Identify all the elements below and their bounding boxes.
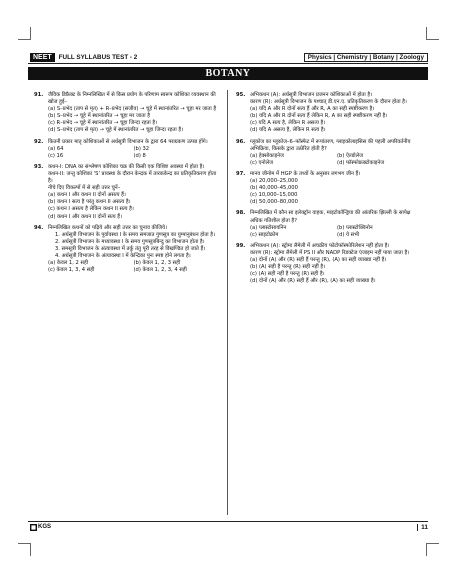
question-body bbox=[250, 171, 424, 206]
answer-option: (b) 40,000–45,000 bbox=[250, 185, 298, 192]
question-body bbox=[250, 210, 424, 238]
answer-option: (a) हेक्सोकाइनेज bbox=[250, 152, 284, 159]
page-number: 11 bbox=[417, 524, 428, 531]
question-text: ग्लूकोज का ग्लूकोज–6–फॉस्फेट में रूपांतरण, ग्लाइकोलाइसिस की पहली अपरिवर्तनीय अभिक्रिया, किसके द्वारा उत्प्रेरित होती है? bbox=[250, 138, 411, 152]
question-instruction: नीचे दिए विकल्पों में से सही उत्तर चुनें– bbox=[48, 185, 121, 192]
question-body bbox=[48, 92, 219, 135]
question-block bbox=[236, 139, 424, 167]
question-text: अभिकथन (A): अर्धसूत्री विभाजन प्रजनन कोशिकाओं में होता है। bbox=[250, 92, 373, 98]
answer-option: (d) कथन I और कथन II दोनों सत्य हैं। bbox=[48, 213, 122, 220]
question-text: निम्नलिखित कथनों को पढ़िये और सही उत्तर का चुनाव कीजिये। bbox=[48, 224, 167, 231]
answer-option: (a) S–प्रभेद (ताप से मृत) + R–प्रभेद (सजीव) → चूहे में स्थानांतरित → चूहा मर जाता है bbox=[48, 106, 217, 113]
question-text: अभिकथन (A): स्ट्रोमा लैमेली में अचक्रीय फोटोफॉस्फोरिलेशन नहीं होता है। bbox=[250, 242, 390, 249]
question-number: 91. bbox=[34, 92, 44, 98]
question-block bbox=[236, 92, 424, 135]
question-body bbox=[250, 92, 424, 135]
answer-option: (c) 10,000–15,000 bbox=[250, 192, 298, 199]
question-statement: कथन-II: जन्तु कोशिका 'S' प्रावस्था के दौरान केन्द्रक में तारककेन्द्र का प्रतिकृतिकरण होता है। bbox=[48, 170, 217, 185]
question-text: कितनी प्रकार मातृ कोशिकाओं से अर्धसूत्री विभाजन के द्वारा 64 पराग्रकण उत्पन्न होंगे। bbox=[48, 138, 208, 145]
answer-option: (b) कथन I सत्य है परंतु कथन II असत्य है। bbox=[48, 199, 131, 206]
answer-option: (d) S–प्रभेद (ताप से मृत) → चूहे में स्थानांतरित → चूहा जिन्दा रहता है। bbox=[48, 127, 184, 134]
question-number: 95. bbox=[236, 92, 246, 98]
answer-option: (c) R–प्रभेद → चूहे में स्थानांतरित → चूहा जिन्दा रहता है। bbox=[48, 120, 158, 127]
question-number: 92. bbox=[34, 138, 44, 145]
question-block bbox=[34, 92, 219, 135]
answer-option: (b) (A) सही है परन्तु (R) सही नहीं है। bbox=[250, 264, 326, 271]
question-body bbox=[250, 139, 424, 167]
question-statement: कारण (R): स्ट्रोमा लैमेली में PS II और NADP रिडक्टेज एंजाइम नहीं पाया जाता है। bbox=[250, 249, 410, 256]
statement-item: 3. समसूत्री विभाजन के अंत्यावस्था में तर्कु तंतु पूरी तरह से विखण्डित हो जाते हैं। bbox=[55, 245, 206, 252]
answer-option: (c) (A) सही नहीं है परन्तु (R) सही है। bbox=[250, 271, 325, 278]
question-number: 96. bbox=[236, 138, 246, 145]
answer-option: (d) फॉस्फोफ्रक्टोकाइनेज bbox=[337, 159, 385, 166]
answer-option: (b) ऐल्डोलेज bbox=[337, 152, 363, 159]
question-body bbox=[48, 225, 219, 275]
question-block bbox=[34, 164, 219, 221]
answer-option: (d) दोनों (A) और (R) सही हैं और (R), (A) का सही व्याख्या है। bbox=[250, 278, 376, 285]
answer-option: (a) केवल 1, 2 सही bbox=[48, 260, 89, 267]
answer-option: (b) यदि A और R दोनों सत्य हैं लेकिन R, A का सही स्पष्टीकरण नहीं है। bbox=[250, 113, 388, 120]
answer-option: (a) 20,000–25,000 bbox=[250, 178, 298, 185]
question-number: 94. bbox=[34, 224, 44, 231]
answer-option: (a) दोनों (A) और (R) सही हैं परन्तु (R), (A) का सही व्याख्या नहीं है। bbox=[250, 256, 387, 263]
statement-item: 4. अर्धसूत्री विभाजन के अंत्यावस्था I में केन्द्रिका पुनः स्पष्ट होने लगता है। bbox=[55, 252, 191, 259]
answer-option-row bbox=[48, 146, 219, 153]
document-page bbox=[28, 38, 428, 548]
answer-option-row bbox=[250, 153, 424, 160]
answer-option: (b) S–प्रभेद → चूहे में स्थानांतरित → चूहा मर जाता है bbox=[48, 113, 150, 120]
question-statement: कारण (R): अर्धसूत्री विभाजन के पश्चात् डी.एन.ए. प्रतिकृतिकरण के दौरान होता है। bbox=[250, 99, 407, 106]
answer-option-row bbox=[48, 153, 219, 160]
answer-option-row bbox=[250, 225, 424, 232]
answer-option: (b) केवल 1, 2, 3 सही bbox=[133, 260, 181, 267]
answer-option: (c) एनोलेज bbox=[250, 159, 274, 166]
question-body bbox=[250, 243, 424, 286]
answer-option: (c) साइटोक्रोम bbox=[250, 231, 279, 238]
question-block bbox=[236, 171, 424, 206]
answer-option: (d) यदि A असत्य है, लेकिन R सत्य है। bbox=[250, 127, 326, 134]
question-number: 98. bbox=[236, 210, 246, 217]
answer-option: (b) 32 bbox=[133, 145, 150, 152]
statement-item: 1. अर्धसूत्री विभाजन के पूर्वावस्था I के समय समजात गुणसूत्र का युग्मानुबंधन होता है। bbox=[55, 231, 216, 238]
question-block bbox=[34, 225, 219, 275]
answer-option: (a) यदि A और R दोनों सत्य हैं और R, A का सही स्पष्टीकरण है। bbox=[250, 106, 375, 113]
question-body bbox=[48, 139, 219, 160]
answer-option: (d) 50,000–80,000 bbox=[250, 199, 298, 206]
column-divider bbox=[227, 90, 228, 515]
question-number: 99. bbox=[236, 242, 246, 249]
answer-option: (c) यदि A सत्य है, लेकिन R असत्य है। bbox=[250, 120, 326, 127]
question-number: 97. bbox=[236, 170, 246, 177]
answer-option: (a) प्लास्टोसायनिन bbox=[250, 224, 287, 231]
page-header bbox=[28, 51, 428, 64]
answer-option-row bbox=[250, 232, 424, 239]
answer-option: (c) केवल 1, 3, 4 सही bbox=[48, 267, 95, 274]
question-text: कथन-I: DNA का संश्लेषण कोशिका चक्र की किसी एक विशिष्ट अवस्था में होता है। bbox=[48, 163, 205, 170]
answer-option: (c) 16 bbox=[48, 152, 64, 159]
exam-badge: NEET bbox=[30, 53, 55, 62]
question-number: 93. bbox=[34, 163, 44, 170]
answer-option: (d) केवल 1, 2, 3, 4 सही bbox=[133, 267, 187, 274]
right-column bbox=[236, 92, 424, 289]
test-name: FULL SYLLABUS TEST - 2 bbox=[58, 53, 138, 61]
logo-text: KGS bbox=[38, 524, 52, 530]
answer-option-row bbox=[250, 160, 424, 167]
subject-list: Physics | Chemistry | Botany | Zoology bbox=[304, 53, 428, 62]
answer-option: (c) कथन I असत्य है लेकिन कथन II सत्य है। bbox=[48, 206, 134, 213]
question-body bbox=[48, 164, 219, 221]
question-block bbox=[236, 210, 424, 238]
answer-option: (d) ये सभी bbox=[337, 231, 360, 238]
answer-option: (a) 64 bbox=[48, 145, 64, 152]
question-text: मानव जीनोम में HGP के तथ्यों के अनुसार लगभग जीन हैं। bbox=[250, 170, 361, 177]
statement-item: 2. अर्धसूत्री विभाजन के मध्यावस्था I के समय गुणसूत्रबिन्दु का विभाजन होता है। bbox=[55, 238, 205, 245]
left-column bbox=[34, 92, 219, 278]
answer-option: (d) 8 bbox=[133, 152, 146, 159]
question-text: जैविक डिफ्रैक्‍ट के निम्नलिखित में से किस प्रयोग के परिणाम स्वरूप कोशिका व्‍यवस्‍थान की खोज हुई– bbox=[48, 92, 216, 106]
page-footer bbox=[28, 521, 428, 532]
answer-option-row bbox=[48, 267, 219, 274]
question-block bbox=[236, 243, 424, 286]
question-text: निम्नलिखित में कौन सा इलेक्ट्रॉन वाहक, माइटोकॉन्ड्रिया की आंतरिक झिल्ली के सापेक्ष अधिक गतिशील होता है? bbox=[250, 210, 411, 224]
answer-option: (a) कथन I और कथन II दोनों असत्य हैं। bbox=[48, 192, 126, 199]
question-block bbox=[34, 139, 219, 160]
section-title: BOTANY bbox=[28, 67, 428, 80]
publisher-logo bbox=[30, 524, 51, 531]
logo-icon bbox=[30, 524, 37, 531]
answer-option: (b) प्लास्टोक्विनोन bbox=[337, 224, 373, 231]
